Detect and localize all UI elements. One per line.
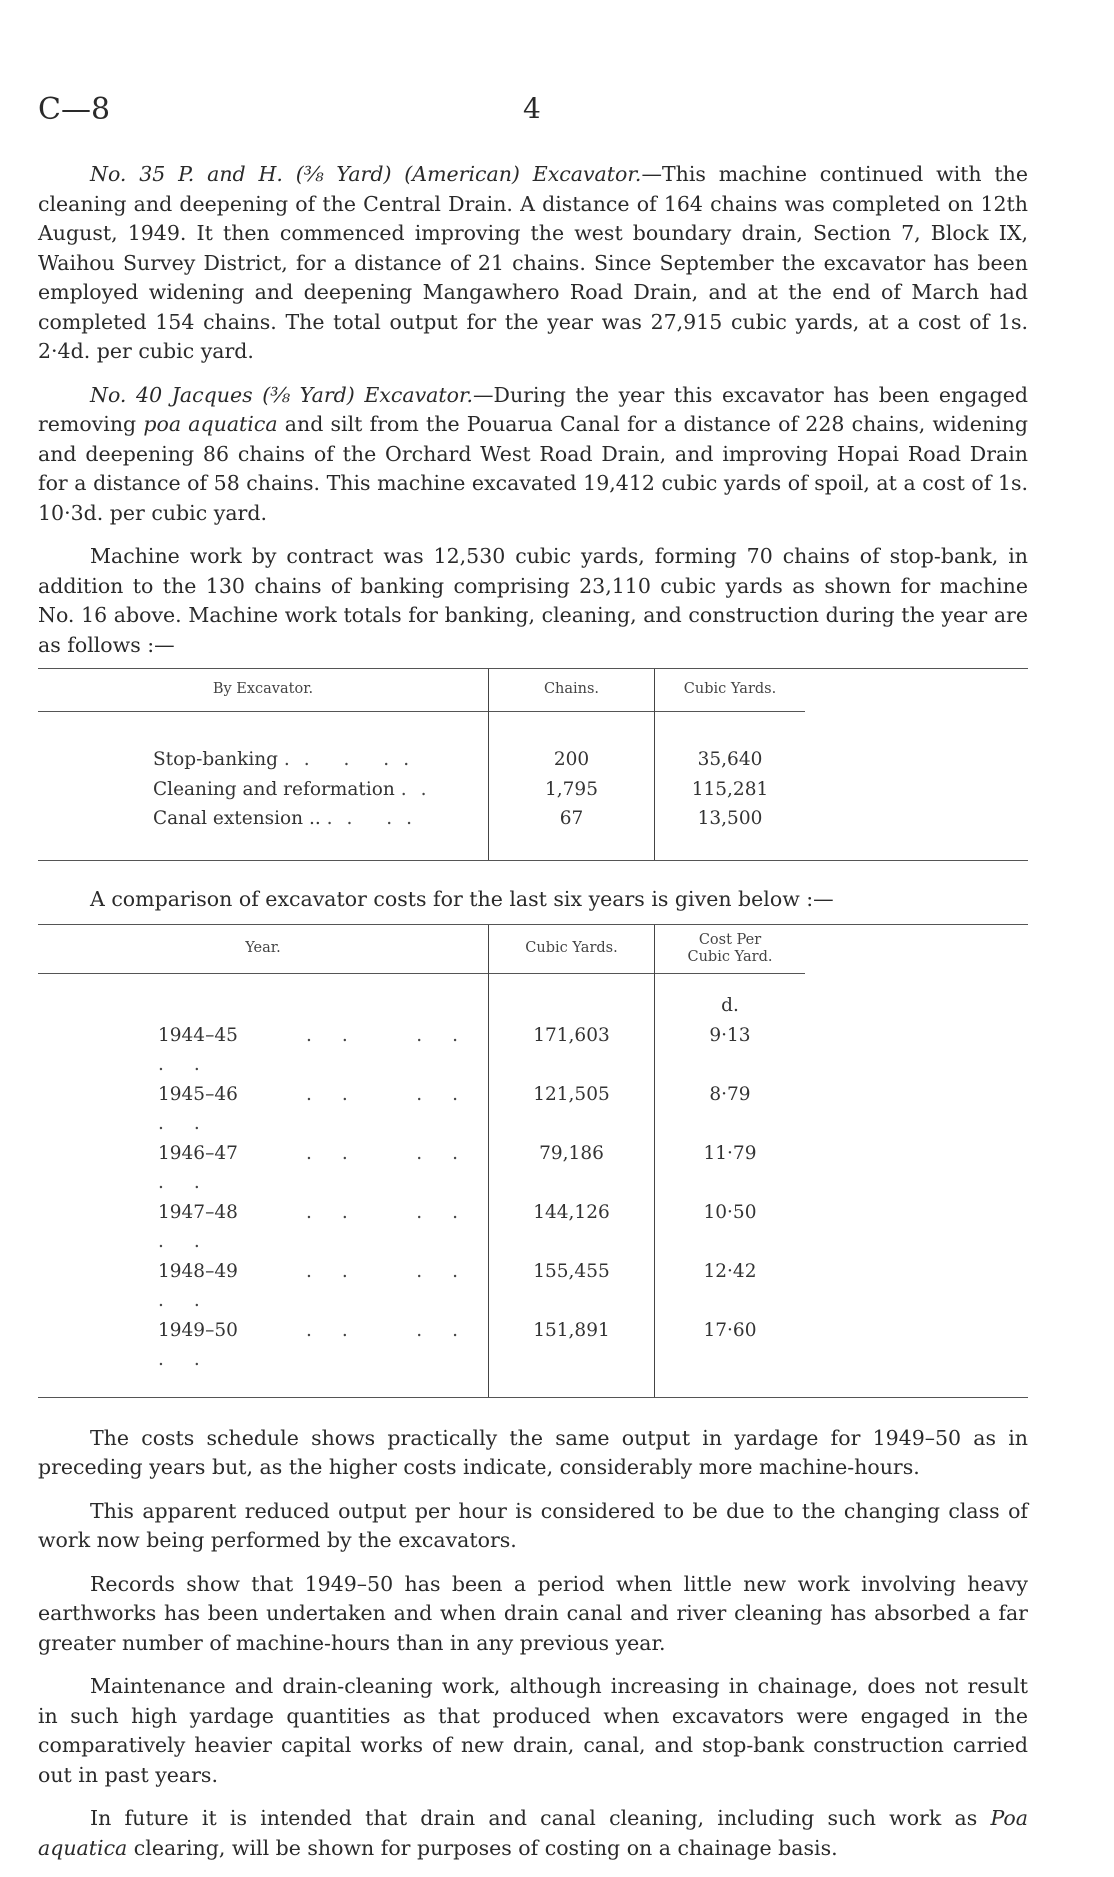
row-label: Canal extension .. bbox=[153, 808, 321, 829]
table-row bbox=[38, 775, 1028, 805]
leader-dots: .. . .. bbox=[283, 749, 424, 770]
table2-header-cost-2: Cubic Yard. bbox=[687, 948, 773, 965]
table-row bbox=[38, 1257, 1028, 1316]
table-row bbox=[38, 804, 1028, 834]
excavator-35-text: —This machine continued with the cleaning and deepening of the Central Drain. A distance of 164 chains was completed on 12th August, 1949. It then commenced improving the west boundary drain, Section 7, Block IX, Waihou Survey District, for a distance of 21 chains. Since September the excavator has been employed widening and deepening Mangawhero Road Drain, and at the end of March had completed 154 chains. The total output for the year was 27,915 cubic yards, at a cost of 1s. 2·4d. per cubic yard. bbox=[38, 162, 1028, 363]
row-cost: 8·79 bbox=[709, 1083, 751, 1105]
row-year: 1945–46 bbox=[158, 1083, 238, 1105]
table2-header-cubic: Cubic Yards. bbox=[489, 925, 655, 973]
document-body bbox=[38, 160, 1028, 1877]
row-year: 1944–45 bbox=[158, 1024, 238, 1046]
paragraph-excavator-40 bbox=[38, 381, 1028, 529]
leader-dots: .. bbox=[400, 778, 441, 800]
table-row bbox=[38, 1316, 1028, 1375]
table2-unit: d. bbox=[721, 995, 739, 1016]
paragraph-excavator-35 bbox=[38, 160, 1028, 367]
paragraph-future bbox=[38, 1804, 1028, 1863]
table-row bbox=[38, 1198, 1028, 1257]
future-text-a: In future it is intended that drain and canal cleaning, including such work as bbox=[90, 1806, 991, 1830]
row-cubic: 171,603 bbox=[489, 1021, 655, 1080]
row-chains: 1,795 bbox=[489, 775, 655, 805]
row-chains: 200 bbox=[489, 745, 655, 775]
paragraph-costs-schedule: The costs schedule shows practically the same output in yardage for 1949–50 as in preceding years but, as the higher costs indicate, considerably more machine-hours. bbox=[38, 1425, 1028, 1479]
page-number: 4 bbox=[523, 92, 541, 125]
row-cost: 12·42 bbox=[703, 1260, 757, 1282]
excavator-40-text-a: —During the year this excavator has been engaged removing bbox=[38, 382, 1028, 436]
row-year: 1946–47 bbox=[158, 1142, 238, 1164]
totals-table bbox=[38, 669, 1028, 860]
row-label: Cleaning and reformation bbox=[153, 778, 395, 800]
row-cost: 17·60 bbox=[703, 1319, 757, 1341]
excavator-40-poa: poa aquatica bbox=[143, 412, 278, 436]
table1-header-cubic: Cubic Yards. bbox=[683, 681, 777, 697]
excavator-40-title: No. 40 Jacques (⅜ Yard) Excavator. bbox=[90, 382, 474, 407]
comparison-table bbox=[38, 925, 1028, 1397]
table2-header-year: Year. bbox=[38, 925, 489, 973]
row-year: 1948–49 bbox=[158, 1260, 238, 1282]
row-cost: 10·50 bbox=[703, 1201, 757, 1223]
row-cubic: 115,281 bbox=[691, 778, 769, 800]
row-cubic: 151,891 bbox=[489, 1316, 655, 1375]
row-cost: 9·13 bbox=[709, 1024, 751, 1046]
leader-dots: .. .. .. bbox=[158, 1319, 489, 1370]
row-cubic: 13,500 bbox=[697, 808, 763, 829]
leader-dots: .. .. .. bbox=[158, 1024, 489, 1075]
row-cubic: 155,455 bbox=[489, 1257, 655, 1316]
paragraph-records: Records show that 1949–50 has been a period when little new work involving heavy earthworks has been undertaken and when drain canal and river cleaning has absorbed a far greater number of machine-hours than in any previous year. bbox=[38, 1571, 1028, 1655]
table-row bbox=[38, 1021, 1028, 1080]
future-poa: Poa aquatica bbox=[38, 1806, 1028, 1860]
paragraph-reduced-output: This apparent reduced output per hour is considered to be due to the changing class of work now being performed by the excavators. bbox=[38, 1498, 1028, 1552]
row-cost: 11·79 bbox=[703, 1142, 757, 1164]
row-cubic: 144,126 bbox=[489, 1198, 655, 1257]
paragraph-comparison-intro: A comparison of excavator costs for the last six years is given below :— bbox=[90, 886, 834, 911]
row-year: 1949–50 bbox=[158, 1319, 238, 1341]
leader-dots: .. .. .. bbox=[158, 1260, 489, 1311]
table-row bbox=[38, 745, 1028, 775]
excavator-40-text-b: and silt from the Pouarua Canal for a distance of 228 chains, widening and deepening 86 chains of the Orchard West Road Drain, and improving Hopai Road Drain for a distance of 58 chains. This machine excavated 19,412 cubic yards of spoil, at a cost of 1s. 10·3d. per cubic yard. bbox=[38, 412, 1028, 525]
table-row bbox=[38, 1139, 1028, 1198]
excavator-35-title: No. 35 P. and H. (⅜ Yard) (American) Excavator. bbox=[90, 162, 642, 186]
leader-dots: .. .. bbox=[326, 808, 427, 829]
table2-bottom-rule bbox=[38, 1397, 1028, 1398]
table-row bbox=[38, 1080, 1028, 1139]
row-cubic: 79,186 bbox=[489, 1139, 655, 1198]
table1-header-chains: Chains. bbox=[489, 669, 655, 711]
paragraph-maintenance: Maintenance and drain-cleaning work, although increasing in chainage, does not result in such high yardage quantities as that produced when excavators were engaged in the comparatively heavier capital works of new drain, canal, and stop-bank construction carried out in past years. bbox=[38, 1674, 1028, 1787]
row-year: 1947–48 bbox=[158, 1201, 238, 1223]
leader-dots: .. .. .. bbox=[158, 1083, 489, 1134]
document-code: C—8 bbox=[38, 92, 111, 127]
leader-dots: .. .. .. bbox=[158, 1201, 489, 1252]
paragraph-contract-work: Machine work by contract was 12,530 cubic yards, forming 70 chains of stop-bank, in addition to the 130 chains of banking comprising 23,110 cubic yards as shown for machine No. 16 above. Machine work totals for banking, cleaning, and construction during the year are as follows :— bbox=[38, 544, 1028, 657]
row-cubic: 121,505 bbox=[489, 1080, 655, 1139]
leader-dots: .. .. .. bbox=[158, 1142, 489, 1193]
future-text-b: clearing, will be shown for purposes of costing on a chainage basis. bbox=[127, 1835, 838, 1860]
row-cubic: 35,640 bbox=[697, 749, 763, 770]
table2-header-cost-1: Cost Per bbox=[698, 931, 762, 948]
row-label: Stop-banking bbox=[153, 749, 279, 770]
table1-header-excavator: By Excavator. bbox=[38, 669, 489, 711]
table1-bottom-rule bbox=[38, 860, 1028, 861]
row-chains: 67 bbox=[489, 804, 655, 834]
